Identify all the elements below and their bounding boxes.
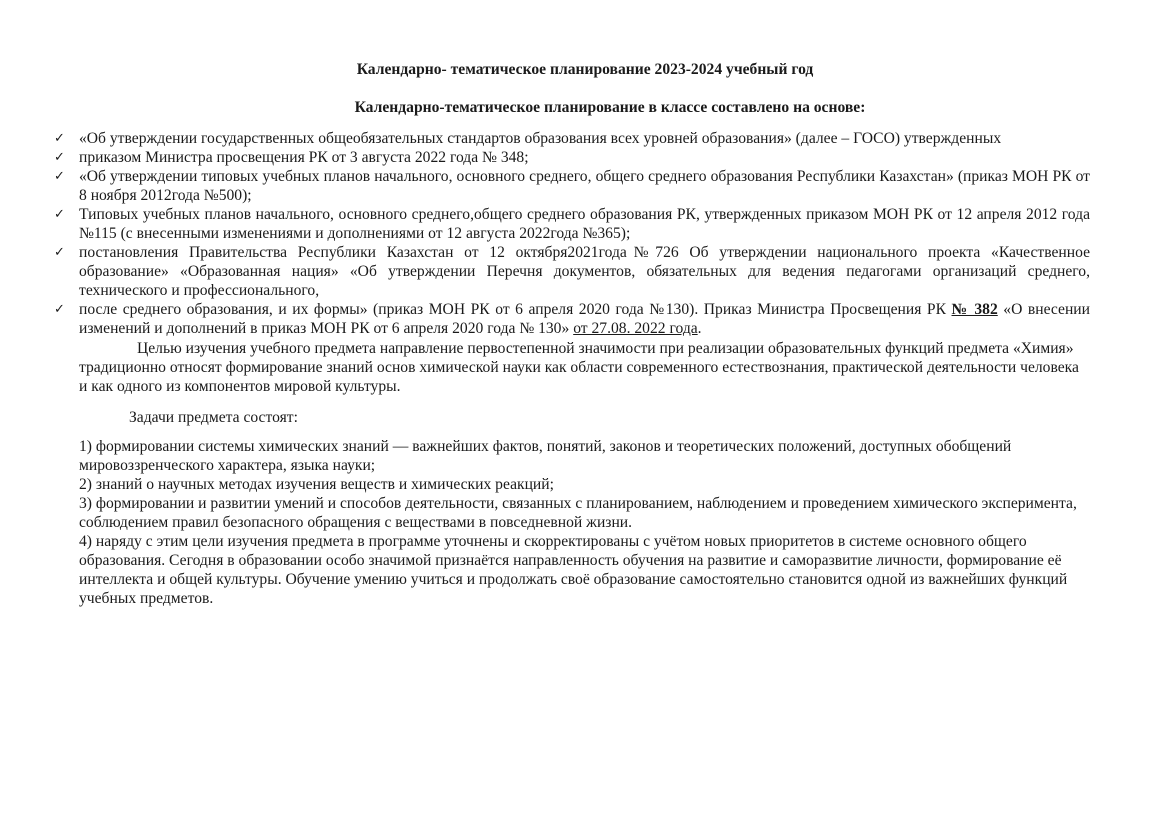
order-date: от 27.08. 2022 года: [573, 320, 698, 337]
basis-item: [54, 205, 1090, 243]
basis-item: [54, 148, 1090, 167]
checkmark-icon: ✓: [54, 207, 65, 222]
task-item: 2) знаний о научных методах изучения веществ и химических реакций;: [79, 476, 554, 493]
basis-item-text-before: после среднего образования, и их формы» (приказ МОН РК от 6 апреля 2020 года №130). Приказ Министра Просвещения РК: [79, 301, 952, 318]
basis-item: [54, 129, 1090, 148]
basis-item-text-middle: «О внесении изменений и дополнений в приказ МОН РК от 6 апреля 2020 года № 130»: [79, 301, 1090, 337]
goal-paragraph: Целью изучения учебного предмета направление первостепенной значимости при реализации образовательных функций предмета «Химия» традиционно относят формирование знаний основ химической науки как области современного естествознания, практической деятельности человека и как одного из компонентов мировой культуры.: [79, 340, 1079, 395]
basis-checklist: [54, 129, 1090, 338]
task-item: 3) формировании и развитии умений и способов деятельности, связанных с планированием, наблюдением и проведением химического эксперимента, соблюдением правил безопасного обращения с веществами в повседневной жизни.: [79, 495, 1077, 531]
basis-item-text: Типовых учебных планов начального, основного среднего,общего среднего образования РК, утвержденных приказом МОН РК от 12 апреля 2012 года №115 (с внесенными изменениями и дополнениями от 12 августа 2022года №365);: [79, 206, 1090, 242]
basis-item: [54, 243, 1090, 300]
basis-item: [54, 300, 1090, 338]
checkmark-icon: ✓: [54, 150, 65, 165]
checkmark-icon: ✓: [54, 169, 65, 184]
tasks-list: [79, 437, 1084, 608]
basis-item-text: «Об утверждении типовых учебных планов начального, основного среднего, общего среднего образования Республики Казахстан» (приказ МОН РК от 8 ноября 2012года №500);: [79, 168, 1090, 204]
checkmark-icon: ✓: [54, 245, 65, 260]
order-number: № 382: [951, 301, 998, 318]
document-subtitle: Календарно-тематическое планирование в классе составлено на основе:: [354, 99, 866, 116]
document-title: Календарно- тематическое планирование 2023-2024 учебный год: [356, 61, 814, 78]
task-item: 1) формировании системы химических знаний — важнейших фактов, понятий, законов и теоретических положений, доступных обобщений мировоззренческого характера, языка науки;: [79, 438, 1012, 474]
tasks-heading: Задачи предмета состоят:: [129, 409, 298, 426]
basis-item: [54, 167, 1090, 205]
basis-item-text: «Об утверждении государственных общеобязательных стандартов образования всех уровней образования» (далее – ГОСО) утвержденных: [79, 130, 1002, 147]
checkmark-icon: ✓: [54, 131, 65, 146]
basis-item-text: приказом Министра просвещения РК от 3 августа 2022 года № 348;: [79, 149, 529, 166]
task-item: 4) наряду с этим цели изучения предмета в программе уточнены и скорректированы с учётом новых приоритетов в системе основного общего образования. Сегодня в образовании особо значимой признаётся направленность обучения на развитие и саморазвитие личности, формирование её интеллекта и общей культуры. Обучение умению учиться и продолжать своё образование самостоятельно становится одной из важнейших функций учебных предметов.: [79, 533, 1068, 607]
basis-item-text-after: .: [697, 320, 702, 337]
checkmark-icon: ✓: [54, 302, 65, 317]
basis-item-text: постановления Правительства Республики Казахстан от 12 октября2021года№726 Об утверждении национального проекта «Качественное образование» «Образованная нация» «Об утверждении Перечня документов, обязательных для ведения педагогами организаций среднего, технического и профессионального,: [79, 244, 1090, 299]
